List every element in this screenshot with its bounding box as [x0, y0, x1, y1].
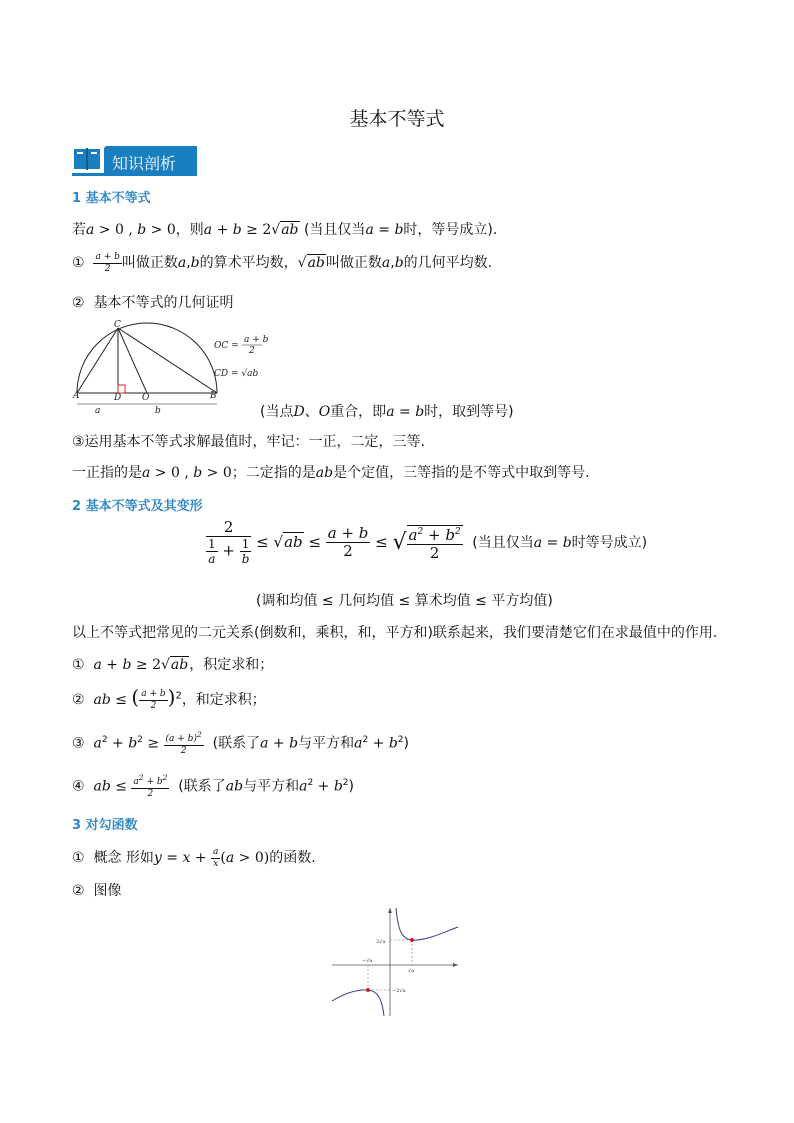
- variant-2: ② ab ≤ ( $\frac{a + b}{2}$ )$^2$，和定求积；: [72, 685, 266, 711]
- variant-4: ④ ab ≤ $\frac{a^2 + b^2}{2}$ (联系了ab与平方和$a^2 + b^2$): [72, 773, 354, 799]
- variant-3: ③ $a^2 + b^2$ ≥ $\frac{(a + b)^2}{2}$ (联系了a + b与平方和$a^2 + b^2$): [72, 730, 409, 756]
- yz-c: 是个定值，三等指的是不等式中取到等号.: [333, 465, 590, 481]
- explanation-line: 一正指的是a > 0 , b > 0；二定指的是ab是个定值，三等指的是不等式中取到等号.: [72, 465, 590, 481]
- section-badge: [72, 146, 197, 176]
- yz-a: 一正指的是: [72, 465, 142, 481]
- caption-a: (当点: [260, 404, 294, 420]
- graph-item-text: 图像: [93, 883, 122, 899]
- cond-a: (当且仅当: [472, 535, 534, 551]
- min-point: [410, 938, 414, 942]
- svg-text:O: O: [142, 393, 150, 403]
- text-prefix: 若: [72, 222, 86, 238]
- marker-2: ②: [72, 295, 85, 311]
- text-c: 叫做正数: [325, 255, 382, 271]
- svg-text:√a: √a: [408, 968, 415, 974]
- svg-text:2: 2: [249, 346, 255, 356]
- means-names: (调和均值 ≤ 几何均值 ≤ 算术均值 ≤ 平方均值): [256, 593, 553, 609]
- section-heading-1: 1 基本不等式: [72, 191, 151, 206]
- svg-text:B: B: [210, 391, 217, 401]
- item-3: ③运用基本不等式求解最值时，牢记：一正，二定，三等.: [72, 434, 425, 450]
- variant-2-text: ，和定求积；: [181, 692, 266, 708]
- section-heading-2: 2 基本不等式及其变形: [72, 499, 203, 514]
- graph-item: [72, 880, 121, 900]
- book-icon: [72, 146, 102, 174]
- marker-3: ③: [72, 735, 85, 752]
- svg-text:D: D: [114, 393, 122, 403]
- variant-3-a: (联系了: [212, 735, 261, 752]
- variant-1-text: ，积定求和；: [189, 657, 274, 673]
- marker-1: ①: [72, 255, 85, 271]
- concept-text-b: 的函数.: [269, 850, 316, 866]
- max-point: [366, 988, 370, 992]
- marker-1: ①: [72, 657, 85, 673]
- caption-b: 重合，即: [330, 404, 387, 420]
- item-1: ① $\frac{a + b}{2}$ 叫做正数a,b的算术平均数，√ab叫做正数a,b的几何平均数.: [72, 251, 493, 274]
- svg-text:−2√a: −2√a: [392, 988, 406, 994]
- svg-text:a: a: [95, 406, 101, 416]
- svg-text:2√a: 2√a: [376, 939, 386, 945]
- svg-text:OC =: OC =: [214, 341, 239, 351]
- svg-text:CD = √ab: CD = √ab: [214, 369, 259, 379]
- marker-4: ④: [72, 778, 85, 795]
- svg-text:C: C: [114, 320, 121, 330]
- variant-3-b: 与平方和: [298, 735, 355, 752]
- explanation-para: 以上不等式把常见的二元关系(倒数和，乘积，和，平方和)联系起来，我们要清楚它们在求最值中的作用.: [72, 625, 718, 641]
- hook-function-graph: [330, 906, 462, 1018]
- text-a: 叫做正数: [121, 255, 178, 271]
- marker-2: ②: [72, 692, 85, 708]
- section-heading-3: 3 对勾函数: [72, 818, 138, 833]
- page-title: 基本不等式: [349, 108, 445, 130]
- item-2-text: 基本不等式的几何证明: [93, 295, 234, 311]
- variant-1: ① a + b ≥ 2√ab，积定求和；: [72, 657, 274, 673]
- text-d: 的几何平均数.: [403, 255, 493, 271]
- marker-1: ①: [72, 850, 85, 866]
- inequality-statement: 若a > 0 , b > 0，则a + b ≥ 2√ab (当且仅当a = b时，等号成立).: [72, 222, 498, 238]
- text-cond: (当且仅当: [303, 222, 366, 238]
- svg-text:A: A: [73, 391, 80, 401]
- item-2: [72, 292, 233, 312]
- text-b: 的算术平均数，: [199, 255, 298, 271]
- marker-2: ②: [72, 883, 85, 899]
- semicircle-figure: [72, 320, 272, 416]
- concept-text-a: 概念 形如: [93, 850, 154, 866]
- variant-4-a: (联系了: [178, 778, 226, 795]
- concept-item: ① 概念 形如y = x + $\frac{a}{x}$ (a > 0)的函数.: [72, 846, 316, 869]
- svg-text:−√a: −√a: [362, 958, 373, 964]
- svg-text:b: b: [155, 406, 161, 416]
- variant-4-b: 与平方和: [243, 778, 300, 795]
- mean-inequality-chain: 2 $\frac{1}{a}$ + $\frac{1}{b}$ ≤ √ab ≤ $\frac{a + b}{2}$ ≤ √ $\frac{a^2 + b^2}{2}$ (当且仅当a = b时等号成立): [208, 518, 648, 566]
- caption-c: 时，取到等号): [424, 404, 514, 420]
- yz-b: ；二定指的是: [231, 465, 316, 481]
- figure-caption: (当点D、O重合，即a = b时，取到等号): [260, 404, 514, 420]
- svg-text:a + b: a + b: [244, 335, 269, 345]
- text-cond-end: 时，等号成立).: [403, 222, 498, 238]
- badge-label: 知识剖析: [112, 154, 177, 173]
- cond-b: 时等号成立): [571, 535, 648, 551]
